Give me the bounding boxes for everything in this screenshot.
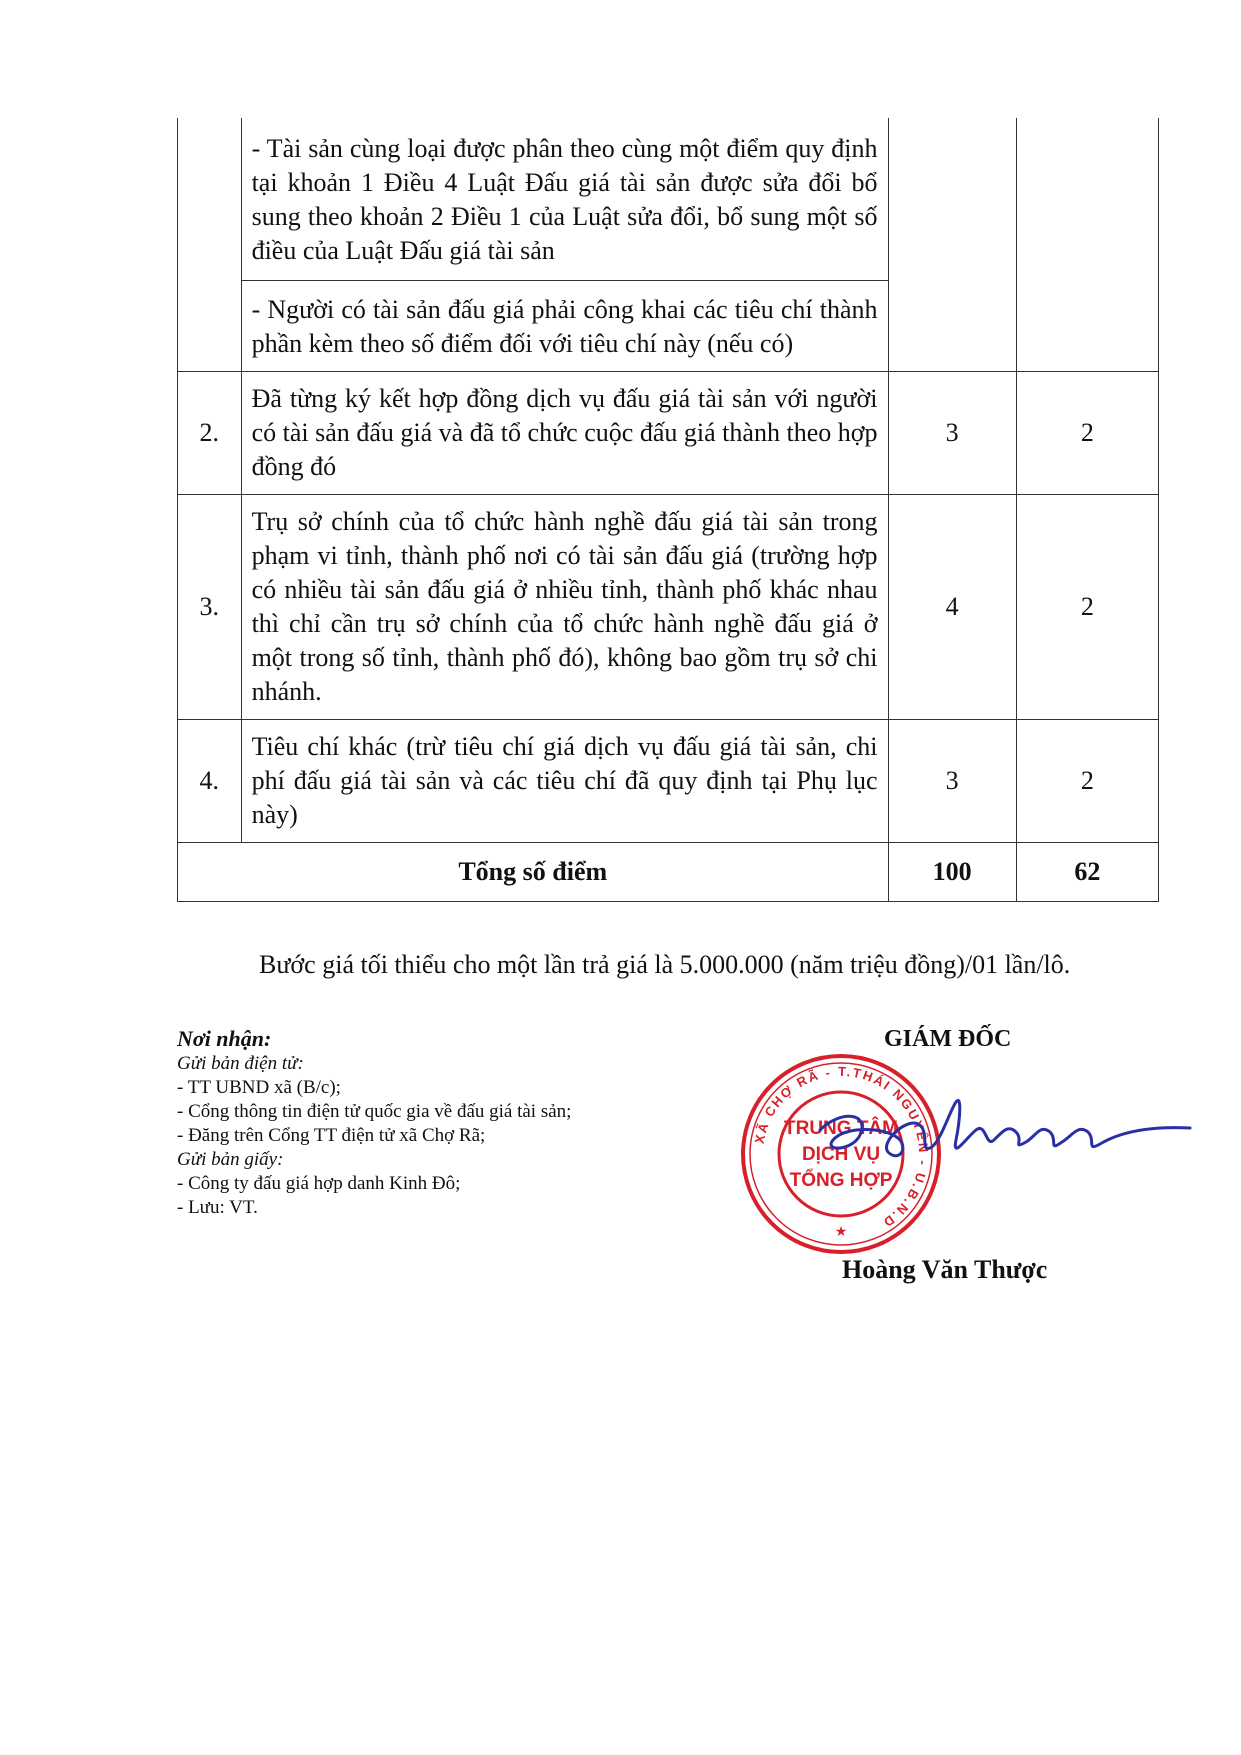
signer-name: Hoàng Văn Thược bbox=[842, 1255, 1048, 1284]
total-score: 62 bbox=[1016, 843, 1158, 902]
criteria-table bbox=[177, 118, 1159, 902]
svg-text:TRUNG TÂM: TRUNG TÂM bbox=[784, 1118, 898, 1139]
score-cell: 2 bbox=[1016, 495, 1158, 720]
table-row bbox=[178, 118, 1159, 281]
recipient-item: - TT UBND xã (B/c); bbox=[177, 1077, 341, 1098]
recipient-item: - Lưu: VT. bbox=[177, 1197, 258, 1218]
svg-text:★: ★ bbox=[834, 1225, 848, 1240]
max-score-cell: 3 bbox=[888, 720, 1016, 843]
criteria-text-cell bbox=[241, 281, 888, 372]
recipients-title: Nơi nhận: bbox=[177, 1026, 272, 1051]
criteria-text-cell: Trụ sở chính của tổ chức hành nghề đấu giá tài sản trong phạm vi tỉnh, thành phố nơi có tài sản đấu giá (trường hợp có nhiều tài sản đấu giá ở nhiều tỉnh, thành phố khác nhau thì chỉ cần trụ sở chính của tổ chức hành nghề đấu giá ở một trong số tỉnh, thành phố đó), không bao gồm trụ sở chi nhánh. bbox=[241, 495, 888, 720]
total-label: Tổng số điểm bbox=[178, 843, 889, 902]
score-cell: 2 bbox=[1016, 720, 1158, 843]
row-number-cell: 2. bbox=[178, 372, 242, 495]
svg-text:DỊCH VỤ: DỊCH VỤ bbox=[801, 1144, 881, 1165]
max-score-cell: 3 bbox=[888, 372, 1016, 495]
total-max-score: 100 bbox=[888, 843, 1016, 902]
max-score-cell: 4 bbox=[888, 495, 1016, 720]
row-number-cell bbox=[178, 118, 242, 372]
criteria-text: - Người có tài sản đấu giá phải công khai các tiêu chí thành phần kèm theo số điểm đối với tiêu chí này (nếu có) bbox=[251, 295, 878, 358]
max-score-cell bbox=[888, 118, 1016, 372]
recipient-item: - Đăng trên Cổng TT điện tử xã Chợ Rã; bbox=[177, 1125, 486, 1146]
score-cell bbox=[1016, 118, 1158, 372]
criteria-text-cell: Đã từng ký kết hợp đồng dịch vụ đấu giá tài sản với người có tài sản đấu giá và đã tổ chức cuộc đấu giá thành theo hợp đồng đó bbox=[241, 372, 888, 495]
score-cell: 2 bbox=[1016, 372, 1158, 495]
row-number-cell: 4. bbox=[178, 720, 242, 843]
bid-step-note: Bước giá tối thiểu cho một lần trả giá là 5.000.000 (năm triệu đồng)/01 lần/lô. bbox=[259, 950, 1071, 979]
table-row bbox=[178, 495, 1159, 720]
signer-title: GIÁM ĐỐC bbox=[884, 1026, 1012, 1052]
recipient-item: - Công ty đấu giá hợp danh Kinh Đô; bbox=[177, 1173, 461, 1194]
criteria-text-cell: Tiêu chí khác (trừ tiêu chí giá dịch vụ đấu giá tài sản, chi phí đấu giá tài sản và các tiêu chí đã quy định tại Phụ lục này) bbox=[241, 720, 888, 843]
svg-text:XÃ CHỢ RÃ - T.THÁI NGUYÊN - U.: XÃ CHỢ RÃ - T.THÁI NGUYÊN - U.B.N.D bbox=[751, 1063, 932, 1232]
recipient-item: - Cổng thông tin điện tử quốc gia về đấu giá tài sản; bbox=[177, 1101, 572, 1122]
total-row bbox=[178, 843, 1159, 902]
electronic-label: Gửi bản điện tử: bbox=[177, 1053, 304, 1074]
criteria-text-cell bbox=[241, 118, 888, 281]
table-row bbox=[178, 720, 1159, 843]
paper-label: Gửi bản giấy: bbox=[177, 1149, 284, 1170]
handwritten-signature bbox=[780, 1090, 1200, 1180]
criteria-text: - Tài sản cùng loại được phân theo cùng một điểm quy định tại khoản 1 Điều 4 Luật Đấu giá tài sản được sửa đổi bổ sung theo khoản 2 Điều 1 của Luật sửa đổi, bổ sung một số điều của Luật Đấu giá tài sản bbox=[251, 134, 878, 265]
recipients-block bbox=[177, 1026, 737, 1220]
row-number-cell: 3. bbox=[178, 495, 242, 720]
table-row bbox=[178, 372, 1159, 495]
svg-text:TỔNG HỢP: TỔNG HỢP bbox=[789, 1170, 893, 1191]
